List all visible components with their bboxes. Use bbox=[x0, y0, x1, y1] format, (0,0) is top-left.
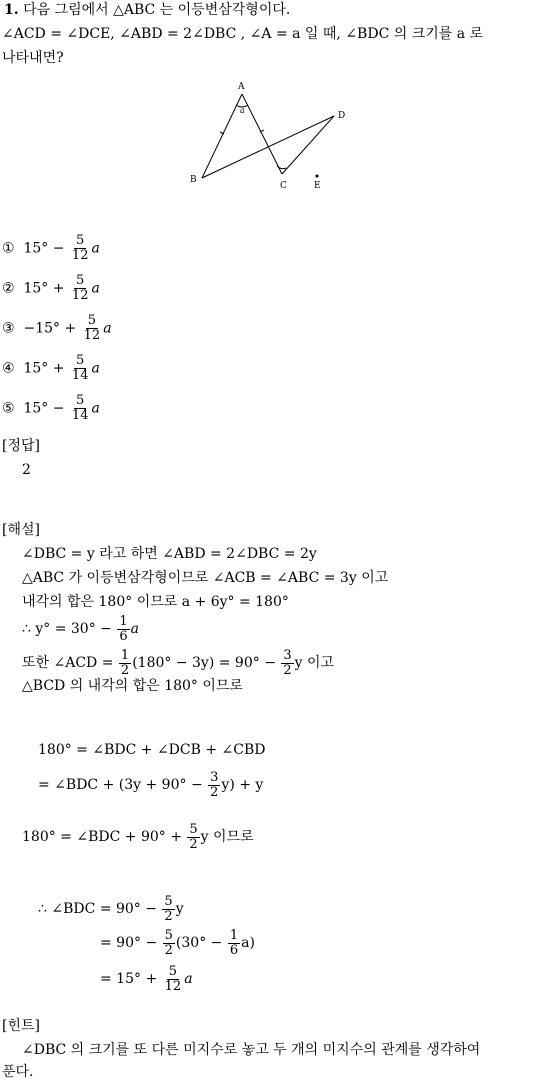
choice-5[interactable] bbox=[2, 394, 100, 423]
choice-marker: ⑤ bbox=[2, 400, 15, 417]
choice-variable: a bbox=[103, 320, 112, 337]
fraction: $\frac{5}{14}$ bbox=[71, 353, 89, 383]
fraction: $\frac{5}{12}$ bbox=[71, 233, 89, 263]
equation-1: 180° = ∠BDC + ∠DCB + ∠CBD bbox=[38, 742, 266, 758]
choice-1[interactable] bbox=[2, 234, 100, 263]
choice-variable: a bbox=[91, 240, 100, 257]
label-a: A bbox=[238, 82, 245, 92]
question-stem: 다음 그림에서 △ABC 는 이등변삼각형이다. bbox=[23, 2, 291, 18]
question-line-2: ∠ACD = ∠DCE, ∠ABD = 2∠DBC , ∠A = a 일 때, ∠BDC 의 크기를 a 로 bbox=[2, 26, 484, 42]
choice-variable: a bbox=[91, 280, 100, 297]
explanation-label: [해설] bbox=[2, 522, 40, 538]
fraction: $\frac{5}{2}$ bbox=[189, 821, 198, 852]
fraction: $\frac{1}{6}$ bbox=[119, 613, 128, 644]
explanation-line-1: ∠DBC = y 라고 하면 ∠ABD = 2∠DBC = 2y bbox=[22, 546, 317, 562]
equation-5: = 90° − $\frac{5}{2}$ (30° − $\frac{1}{6}$ a) bbox=[100, 927, 255, 958]
question-number: 1. bbox=[4, 2, 19, 18]
fraction: $\frac{3}{2}$ bbox=[210, 769, 219, 800]
equation-3: 180° = ∠BDC + 90° + $\frac{5}{2}$ y 이므로 bbox=[22, 821, 254, 852]
fraction: $\frac{5}{14}$ bbox=[71, 393, 89, 423]
choice-3[interactable] bbox=[2, 314, 112, 343]
point-e bbox=[316, 175, 319, 178]
fraction: $\frac{1}{6}$ bbox=[229, 927, 239, 958]
choice-marker: ③ bbox=[2, 320, 15, 337]
choice-text: 15° + bbox=[23, 360, 65, 377]
explanation-line-6: △BCD 의 내각의 합은 180° 이므로 bbox=[22, 678, 243, 694]
fraction: $\frac{5}{12}$ bbox=[71, 273, 89, 303]
equation-4: ∴ ∠BDC = 90° − $\frac{5}{2}$ y bbox=[38, 893, 184, 924]
fraction: $\frac{1}{2}$ bbox=[120, 647, 130, 678]
equation-2: = ∠BDC + (3y + 90° − $\frac{3}{2}$ y) + y bbox=[38, 769, 264, 800]
segment-cd bbox=[282, 116, 334, 174]
explanation-line-3: 내각의 합은 180° 이므로 a + 6y° = 180° bbox=[22, 594, 289, 610]
fraction: $\frac{3}{2}$ bbox=[283, 647, 292, 678]
answer-value: 2 bbox=[22, 462, 31, 478]
choice-variable: a bbox=[91, 400, 100, 417]
label-b: B bbox=[190, 175, 197, 185]
fraction: $\frac{5}{12}$ bbox=[83, 313, 101, 343]
choice-text: 15° − bbox=[23, 400, 65, 417]
explanation-line-2: △ABC 가 이등변삼각형이므로 ∠ACB = ∠ABC = 3y 이고 bbox=[22, 570, 389, 586]
question-line-3: 나타내면? bbox=[2, 50, 64, 66]
explanation-line-4: ∴ y° = 30° − $\frac{1}{6}$ a bbox=[22, 613, 139, 644]
question-line-1 bbox=[4, 0, 290, 20]
choice-text: 15° − bbox=[23, 240, 65, 257]
choice-2[interactable] bbox=[2, 274, 100, 303]
segment-ac bbox=[242, 94, 282, 174]
explanation-line-5: 또한 ∠ACD = $\frac{1}{2}$ (180° − 3y) = 90° − $\frac{3}{2}$ y 이고 bbox=[22, 647, 335, 678]
label-e: E bbox=[314, 181, 321, 191]
segment-bd bbox=[202, 116, 334, 178]
choice-text: −15° + bbox=[23, 320, 77, 337]
segment-ba bbox=[202, 94, 242, 178]
choice-4[interactable] bbox=[2, 354, 100, 383]
choice-marker: ① bbox=[2, 240, 15, 257]
label-angle-a: a bbox=[240, 106, 245, 115]
hint-line-2: 푼다. bbox=[2, 1064, 34, 1080]
hint-label: [힌트] bbox=[2, 1018, 40, 1034]
geometry-figure bbox=[186, 78, 352, 196]
answer-label: [정답] bbox=[2, 438, 40, 454]
choice-marker: ② bbox=[2, 280, 15, 297]
fraction: $\frac{5}{2}$ bbox=[164, 893, 173, 924]
hint-line-1: ∠DBC 의 크기를 또 다른 미지수로 놓고 두 개의 미지수의 관계를 생각하여 bbox=[22, 1042, 481, 1058]
label-c: C bbox=[280, 181, 287, 191]
fraction: $\frac{5}{12}$ bbox=[164, 963, 182, 994]
choice-variable: a bbox=[91, 360, 100, 377]
fraction: $\frac{5}{2}$ bbox=[164, 927, 173, 958]
choice-marker: ④ bbox=[2, 360, 15, 377]
choice-text: 15° + bbox=[23, 280, 65, 297]
label-d: D bbox=[338, 111, 346, 121]
equation-6: = 15° + $\frac{5}{12}$ a bbox=[100, 963, 193, 994]
